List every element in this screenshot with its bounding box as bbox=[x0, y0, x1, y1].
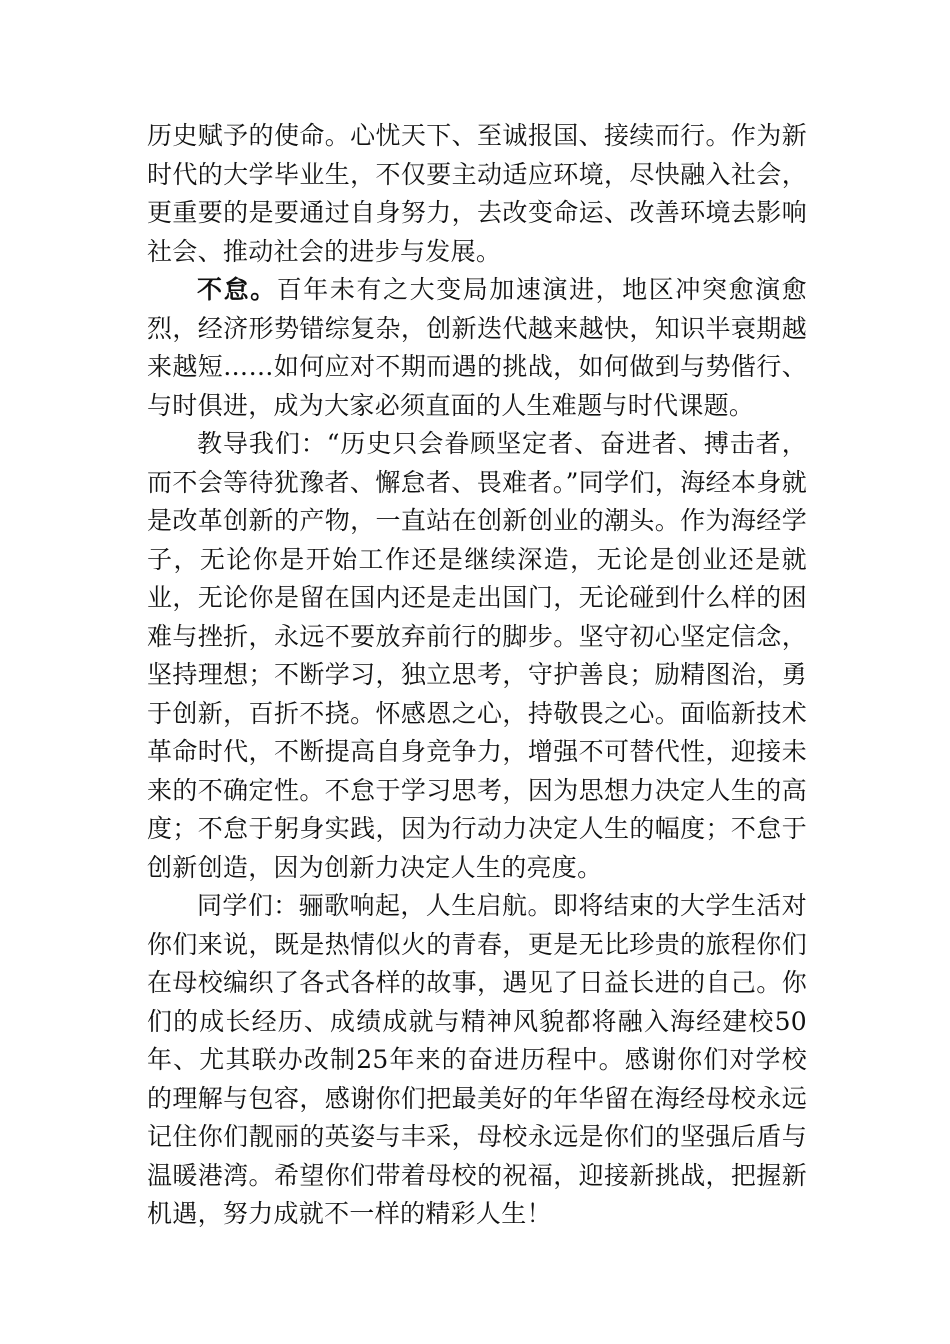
paragraph-text: 历史赋予的使命。心忧天下、至诚报国、接续而行。作为新时代的大学毕业生，不仅要主动适应环境，尽快融入社会，更重要的是要通过自身努力，去改变命运、改善环境去影响社会、推动社会的进步与发展。 bbox=[147, 121, 807, 266]
document-body bbox=[147, 117, 807, 1234]
paragraph-text: 同学们：骊歌响起，人生启航。即将结束的大学生活对你们来说，既是热情似火的青春，更是无比珍贵的旅程你们在母校编织了各式各样的故事，遇见了日益长进的自己。你们的成长经历、成绩成就与精神风貌都将融入海经建校50年、尤其联办改制25年来的奋进历程中。感谢你们对学校的理解与包容，感谢你们把最美好的年华留在海经母校永远记住你们靓丽的英姿与丰采，母校永远是你们的坚强后盾与温暖港湾。希望你们带着母校的祝福，迎接新挑战，把握新机遇，努力成就不一样的精彩人生！ bbox=[147, 891, 807, 1228]
paragraph-farewell bbox=[147, 887, 807, 1234]
paragraph-mission bbox=[147, 117, 807, 271]
paragraph-text: 教导我们：“历史只会眷顾坚定者、奋进者、搏击者，而不会等待犹豫者、懈怠者、畏难者。”同学们，海经本身就是改革创新的产物，一直站在创新创业的潮头。作为海经学子，无论你是开始工作还是继续深造，无论是创业还是就业，无论你是留在国内还是走出国门，无论碰到什么样的困难与挫折，永远不要放弃前行的脚步。坚守初心坚定信念，坚持理想；不断学习，独立思考，守护善良；励精图治，勇于创新，百折不挠。怀感恩之心，持敬畏之心。面临新技术革命时代，不断提高自身竞争力，增强不可替代性，迎接未来的不确定性。不怠于学习思考，因为思想力决定人生的高度；不怠于躬身实践，因为行动力决定人生的幅度；不怠于创新创造，因为创新力决定人生的亮度。 bbox=[147, 429, 807, 882]
paragraph-teaching bbox=[147, 425, 807, 887]
paragraph-lead-heading: 不怠。 bbox=[197, 275, 277, 304]
paragraph-text: 百年未有之大变局加速演进，地区冲突愈演愈烈，经济形势错综复杂，创新迭代越来越快，知识半衰期越来越短……如何应对不期而遇的挑战，如何做到与势偕行、与时俱进，成为大家必须直面的人生难题与时代课题。 bbox=[147, 275, 807, 420]
paragraph-bu-dai bbox=[147, 271, 807, 425]
